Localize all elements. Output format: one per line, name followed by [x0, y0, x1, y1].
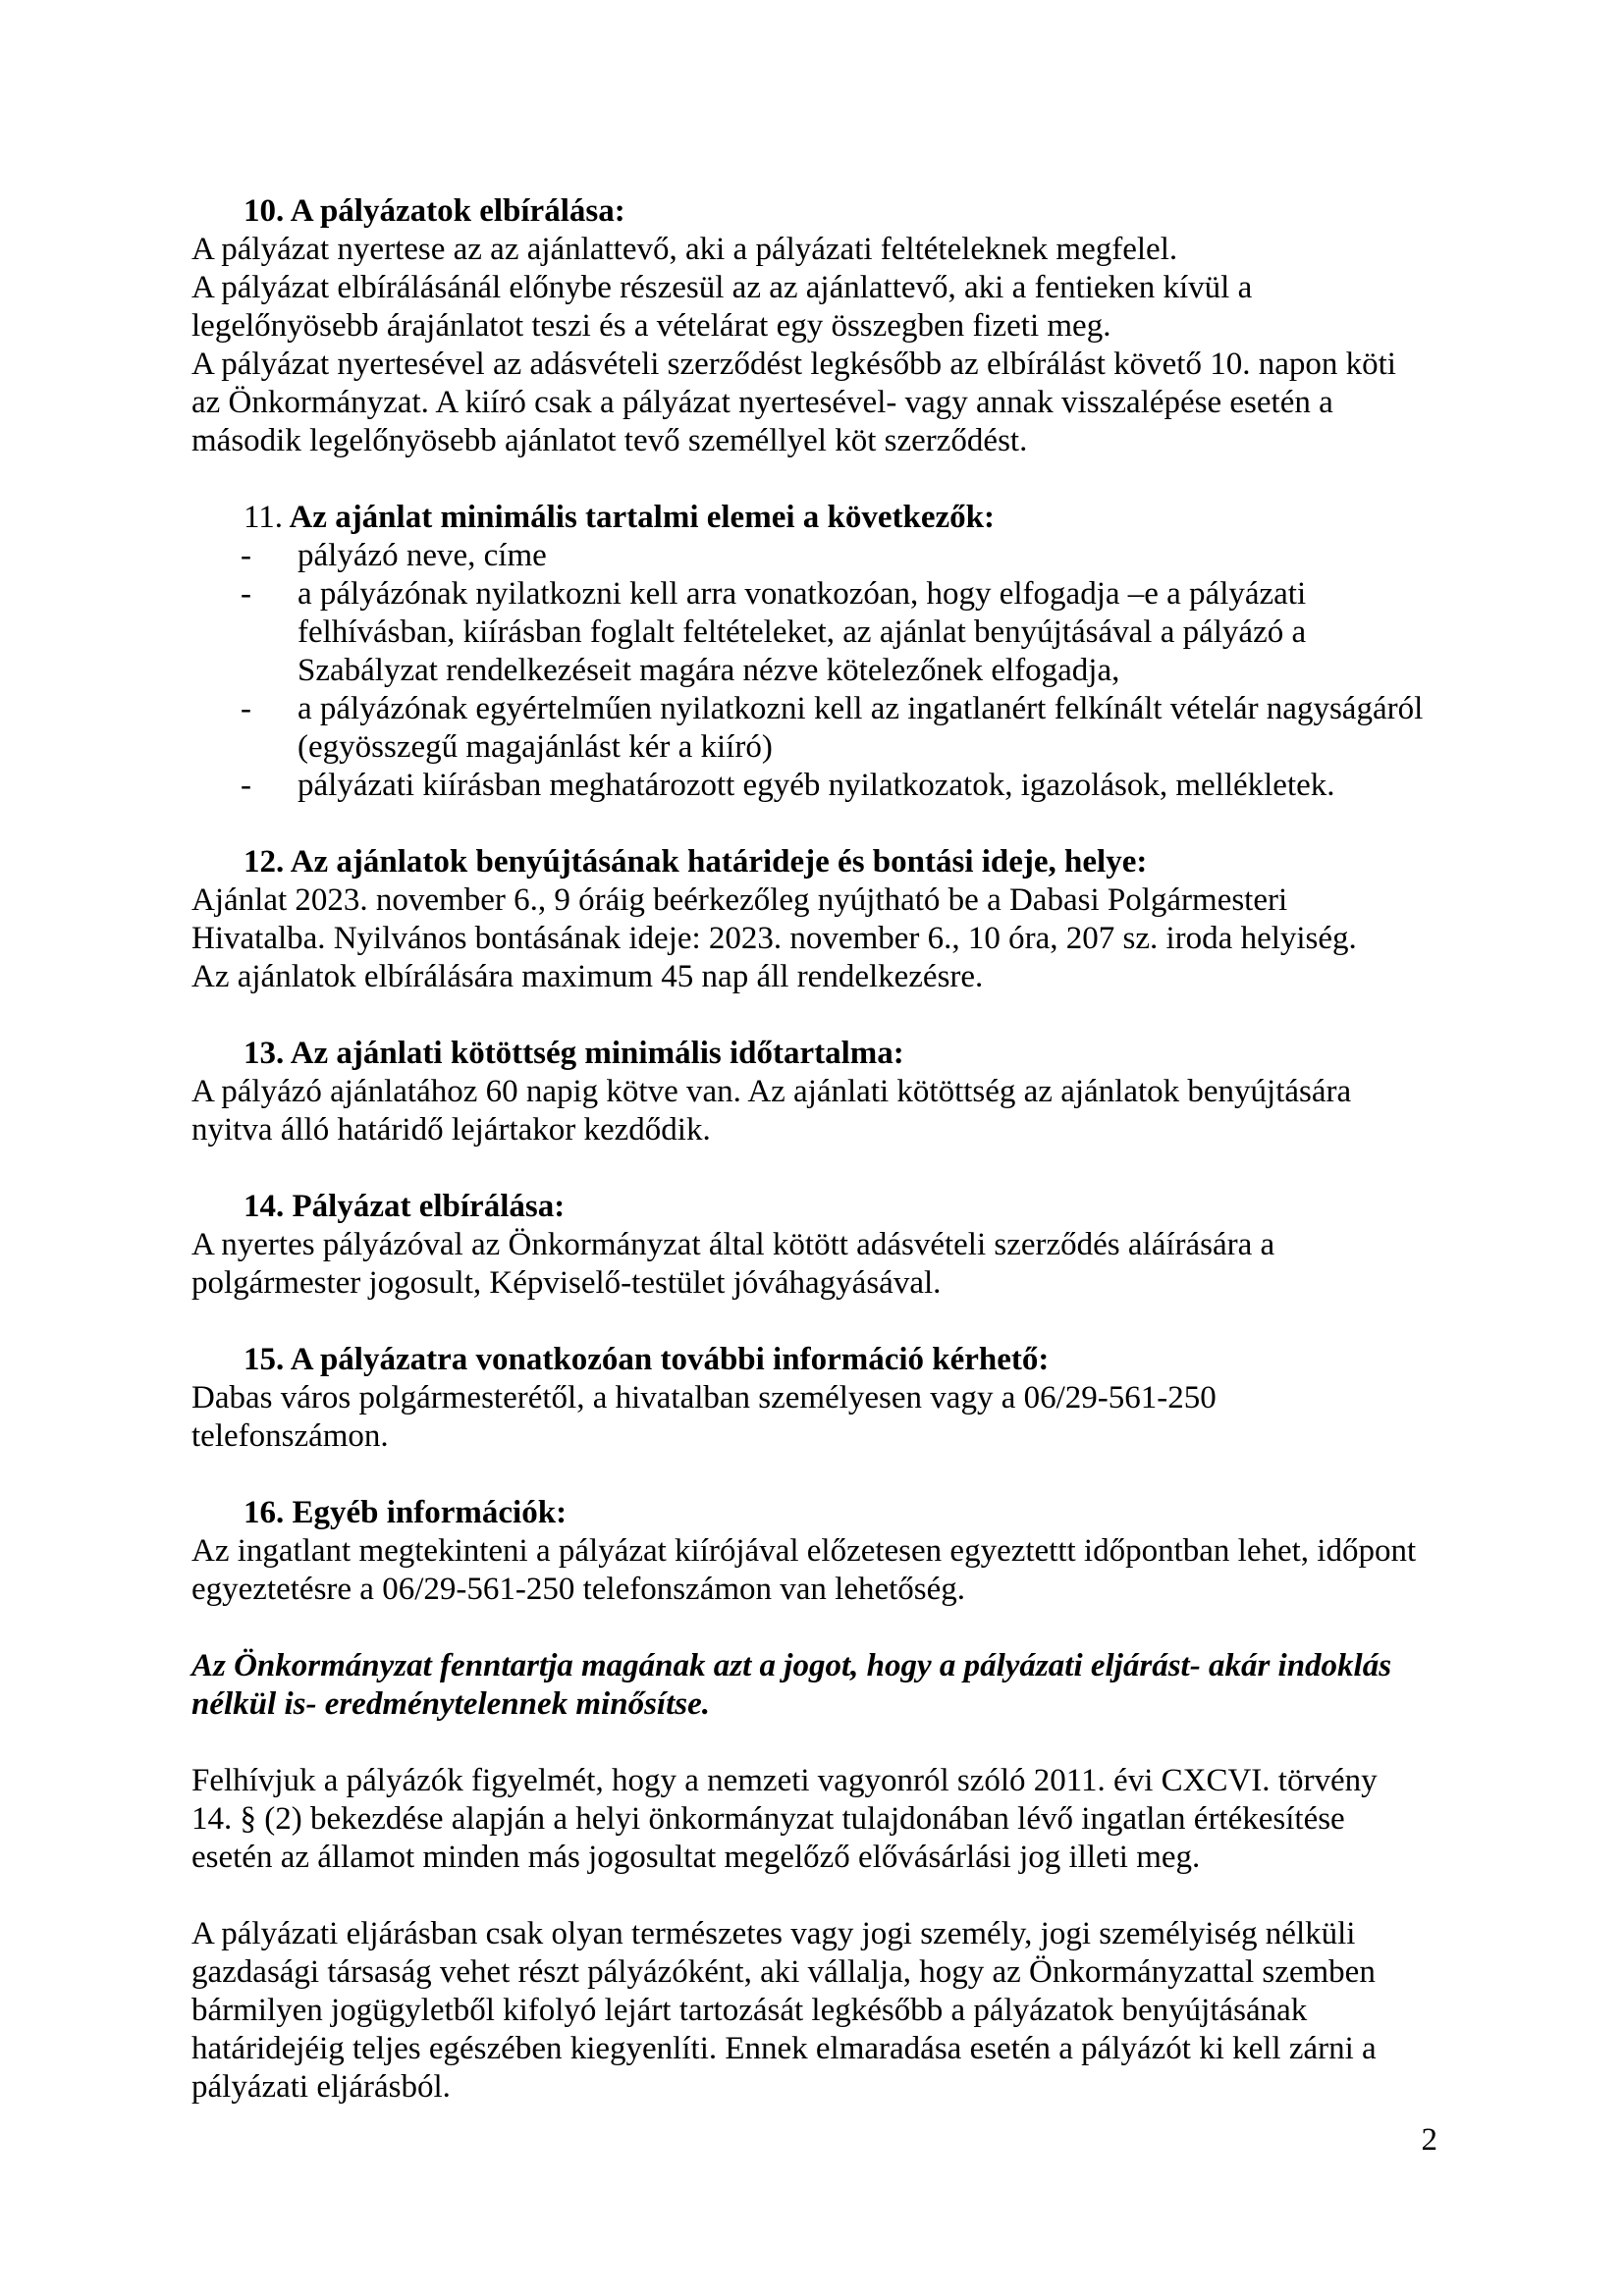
- text-line: legelőnyösebb árajánlatot teszi és a vételárat egy összegben fizeti meg.: [191, 308, 1111, 344]
- paragraph: [191, 1532, 1458, 1609]
- paragraph-spacer: [191, 1877, 1458, 1915]
- paragraph: [191, 1762, 1458, 1877]
- text-line: nélkül is- eredménytelennek minősítse.: [191, 1686, 710, 1722]
- paragraph-spacer: [191, 1303, 1458, 1341]
- text-line: esetén az államot minden más jogosultat megelőző elővásárlási jog illeti meg.: [191, 1840, 1201, 1875]
- text-line: A pályázati eljárásban csak olyan természetes vagy jogi személy, jogi személyiség nélküli: [191, 1916, 1356, 1951]
- section-heading: [191, 843, 1458, 881]
- text-line: nyitva álló határidő lejártakor kezdődik.: [191, 1112, 711, 1148]
- paragraph-spacer: [191, 805, 1458, 843]
- list-item-line: Szabályzat rendelkezéseit magára nézve kötelezőnek elfogadja,: [298, 653, 1120, 688]
- paragraph: [191, 1073, 1458, 1149]
- section-heading: [191, 1494, 1458, 1532]
- text-line: Az Önkormányzat fenntartja magának azt a jogot, hogy a pályázati eljárást- akár indoklás: [191, 1648, 1392, 1683]
- list-item: [191, 690, 1458, 767]
- text-line: 14. § (2) bekezdése alapján a helyi önkormányzat tulajdonában lévő ingatlan értékesítése: [191, 1801, 1345, 1837]
- paragraph-spacer: [191, 996, 1458, 1035]
- paragraph: [191, 881, 1458, 996]
- paragraph-spacer: [191, 1724, 1458, 1762]
- page-number: 2: [1421, 2122, 1437, 2158]
- section-title: Az ajánlat minimális tartalmi elemei a következők:: [289, 500, 995, 535]
- section-number: 15.: [244, 1342, 285, 1377]
- section-title: Az ajánlatok benyújtásának határideje és bontási ideje, helye:: [290, 844, 1148, 880]
- text-line: Hivatalba. Nyilvános bontásának ideje: 2023. november 6., 10 óra, 207 sz. iroda helyiség.: [191, 921, 1357, 956]
- text-line: az Önkormányzat. A kiíró csak a pályázat nyertesével- vagy annak visszalépése esetén a: [191, 385, 1333, 420]
- text-line: A nyertes pályázóval az Önkormányzat által kötött adásvételi szerződés aláírására a: [191, 1227, 1275, 1262]
- text-line: A pályázat elbírálásánál előnybe részesül az az ajánlattevő, aki a fentieken kívül a: [191, 270, 1253, 305]
- paragraph: [191, 1915, 1458, 2107]
- section-number: 11.: [244, 500, 284, 535]
- text-line: gazdasági társaság vehet részt pályázóként, aki vállalja, hogy az Önkormányzattal szemben: [191, 1954, 1376, 1990]
- list-item: [191, 575, 1458, 690]
- list-item-line: pályázati kiírásban meghatározott egyéb nyilatkozatok, igazolások, mellékletek.: [298, 768, 1335, 803]
- list-item: [191, 537, 1458, 575]
- text-line: Ajánlat 2023. november 6., 9 óráig beérkezőleg nyújtható be a Dabasi Polgármesteri: [191, 882, 1288, 918]
- paragraph: [191, 1379, 1458, 1456]
- text-line: bármilyen jogügyletből kifolyó lejárt tartozását legkésőbb a pályázatok benyújtásának: [191, 1993, 1308, 2028]
- section-number: 14.: [244, 1189, 285, 1224]
- section-heading: [191, 1035, 1458, 1073]
- paragraph: [191, 1226, 1458, 1303]
- list-item-line: a pályázónak nyilatkozni kell arra vonatkozóan, hogy elfogadja –e a pályázati: [298, 576, 1307, 612]
- section-heading: [191, 192, 1458, 231]
- section-number: 10.: [244, 193, 285, 229]
- list-item-line: felhívásban, kiírásban foglalt feltételeket, az ajánlat benyújtásával a pályázó a: [298, 614, 1307, 650]
- section-heading: [191, 1341, 1458, 1379]
- text-line: telefonszámon.: [191, 1418, 389, 1454]
- section-number: 12.: [244, 844, 285, 880]
- text-line: Az ajánlatok elbírálására maximum 45 nap áll rendelkezésre.: [191, 959, 984, 994]
- list-marker: -: [241, 691, 251, 726]
- paragraph-spacer: [191, 460, 1458, 499]
- paragraph: [191, 231, 1458, 460]
- section-heading: [191, 499, 1458, 537]
- list-item-line: a pályázónak egyértelműen nyilatkozni kell az ingatlanért felkínált vételár nagyságáról: [298, 691, 1424, 726]
- list-marker: -: [241, 576, 251, 612]
- text-line: A pályázat nyertesével az adásvételi szerződést legkésőbb az elbírálást követő 10. napon köti: [191, 347, 1396, 382]
- text-line: A pályázat nyertese az az ajánlattevő, aki a pályázati feltételeknek megfelel.: [191, 232, 1178, 267]
- section-number: 13.: [244, 1036, 285, 1071]
- list-item-line: pályázó neve, címe: [298, 538, 547, 573]
- text-line: második legelőnyösebb ajánlatot tevő személlyel köt szerződést.: [191, 423, 1028, 458]
- text-line: pályázati eljárásból.: [191, 2069, 451, 2105]
- list-marker: -: [241, 538, 251, 573]
- section-heading: [191, 1188, 1458, 1226]
- section-title: Az ajánlati kötöttség minimális időtartalma:: [290, 1036, 904, 1071]
- paragraph: [191, 1647, 1458, 1724]
- text-line: Felhívjuk a pályázók figyelmét, hogy a nemzeti vagyonról szóló 2011. évi CXCVI. törvény: [191, 1763, 1378, 1798]
- section-title: A pályázatra vonatkozóan további információ kérhető:: [290, 1342, 1050, 1377]
- section-number: 16.: [244, 1495, 285, 1530]
- text-line: polgármester jogosult, Képviselő-testület jóváhagyásával.: [191, 1265, 942, 1301]
- text-line: A pályázó ajánlatához 60 napig kötve van. Az ajánlati kötöttség az ajánlatok benyújtására: [191, 1074, 1352, 1109]
- section-title: Egyéb információk:: [292, 1495, 568, 1530]
- text-line: határidejéig teljes egészében kiegyenlíti. Ennek elmaradása esetén a pályázót ki kell zárni a: [191, 2031, 1377, 2066]
- section-title: Pályázat elbírálása:: [292, 1189, 566, 1224]
- text-line: egyeztetésre a 06/29-561-250 telefonszámon van lehetőség.: [191, 1572, 966, 1607]
- document-content: [191, 192, 1458, 2107]
- list-item-line: (egyösszegű magajánlást kér a kiíró): [298, 729, 773, 765]
- bullet-list: [191, 537, 1458, 805]
- list-item: [191, 767, 1458, 805]
- text-line: Az ingatlant megtekinteni a pályázat kiírójával előzetesen egyeztettt időpontban lehet, időpont: [191, 1533, 1417, 1569]
- paragraph-spacer: [191, 1149, 1458, 1188]
- section-title: A pályázatok elbírálása:: [290, 193, 625, 229]
- paragraph-spacer: [191, 1456, 1458, 1494]
- paragraph-spacer: [191, 1609, 1458, 1647]
- list-marker: -: [241, 768, 251, 803]
- text-line: Dabas város polgármesterétől, a hivatalban személyesen vagy a 06/29-561-250: [191, 1380, 1217, 1415]
